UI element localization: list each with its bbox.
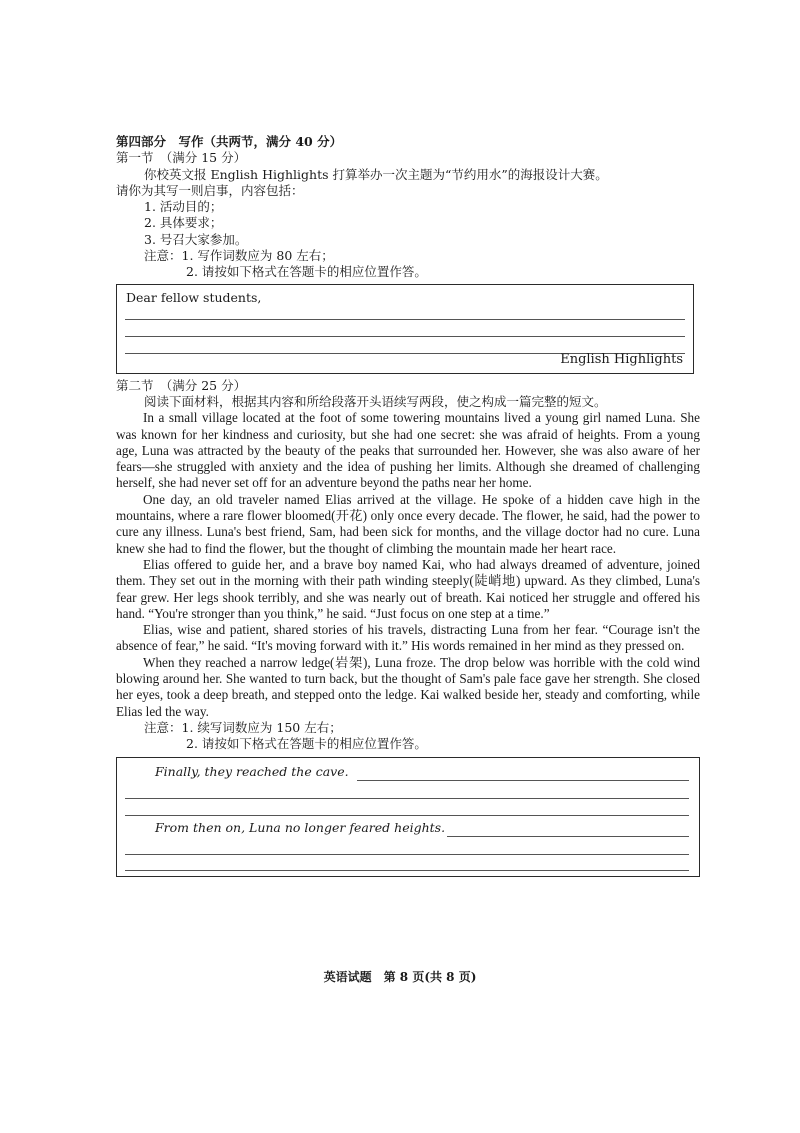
answer-line (125, 870, 689, 871)
section-heading: 第四部分 写作（共两节，满分 40 分） (116, 134, 343, 149)
part1-item: 2. 具体要求； (144, 215, 223, 231)
story-paragraph: Elias offered to guide her, and a brave boy named Kai, who had always dreamed of adventure, joined them. They set out in the morning with their path winding steeply(陡峭地) upward. As they climbed, Luna's fear grew. Her legs shook terribly, and she was nearly out of breath. Kai noticed her struggle and offered his hand. “You're stronger than you think,” he said. “Just focus on one step at a time.” (116, 556, 700, 621)
exam-page (116, 134, 700, 877)
story-paragraph: When they reached a narrow ledge(岩架), Luna froze. The drop below was horrible with the cold wind blowing around her. She wanted to turn back, but the thought of Sam's pale face gave her strength. She closed her eyes, took a deep breath, and stepped onto the ledge. Kai walked beside her, steady and comforting, while Elias led the way. (116, 654, 700, 719)
part1-item: 1. 活动目的； (144, 199, 223, 215)
story-paragraph: One day, an old traveler named Elias arrived at the village. He spoke of a hidden cave high in the mountains, where a rare flower bloomed(开花) only once every decade. The flower, he said, had the power to cure any illness. Luna's best friend, Sam, had been sick for months, and the village doctor had no cure. Luna knew she had to find the flower, but the thought of climbing the mountain made her heart race. (116, 491, 700, 556)
story-paragraph: Elias, wise and patient, shared stories of his travels, distracting Luna from her fear. “Courage isn't the absence of fear,” he said. “It's moving forward with it.” His words remained in her mind as they pressed on. (116, 622, 700, 654)
answer-line (125, 854, 689, 855)
answer-line (125, 798, 689, 799)
part2-instruction: 阅读下面材料，根据其内容和所给段落开头语续写两段，使之构成一篇完整的短文。 (144, 393, 607, 409)
continuation-answer-box (116, 757, 700, 877)
notice-answer-box (116, 284, 694, 374)
prompt-from-then-on: From then on, Luna no longer feared heights. (155, 819, 446, 835)
part2-note2: 2. 请按如下格式在答题卡的相应位置作答。 (186, 736, 427, 752)
answer-line (125, 815, 689, 816)
part2-heading: 第二节 （满分 25 分） (116, 377, 247, 393)
answer-line (125, 319, 685, 320)
answer-line (357, 780, 689, 781)
part1-note1: 注意：1. 写作词数应为 80 左右； (144, 248, 334, 264)
part2-note1: 注意：1. 续写词数应为 150 左右； (144, 719, 342, 735)
part1-item: 3. 号召大家参加。 (144, 231, 248, 247)
part1-intro-b: 请你为其写一则启事，内容包括： (116, 182, 304, 198)
page-footer: 英语试题 第 8 页(共 8 页) (323, 970, 477, 984)
prompt-finally: Finally, they reached the cave. (155, 763, 349, 779)
greeting-text: Dear fellow students, (126, 289, 262, 305)
story-paragraph: In a small village located at the foot of some towering mountains lived a young girl named Luna. She was known for her kindness and curiosity, but she had one secret: she was afraid of heights. From a young age, Luna was attracted by the beauty of the peaks that surrounded her. However, she was also aware of her fears—she struggled with anxiety and the idea of pushing her limits. Although she dreamed of challenging herself, she had never set off for an adventure beyond the paths near her home. (116, 410, 700, 491)
answer-line (447, 836, 689, 837)
part1-note2: 2. 请按如下格式在答题卡的相应位置作答。 (186, 264, 427, 280)
part1-intro-a: 你校英文报 English Highlights 打算举办一次主题为“节约用水”的海报设计大赛。 (144, 166, 608, 182)
signature-text: English Highlights (560, 352, 683, 368)
part1-heading: 第一节 （满分 15 分） (116, 150, 247, 166)
answer-line (125, 336, 685, 337)
